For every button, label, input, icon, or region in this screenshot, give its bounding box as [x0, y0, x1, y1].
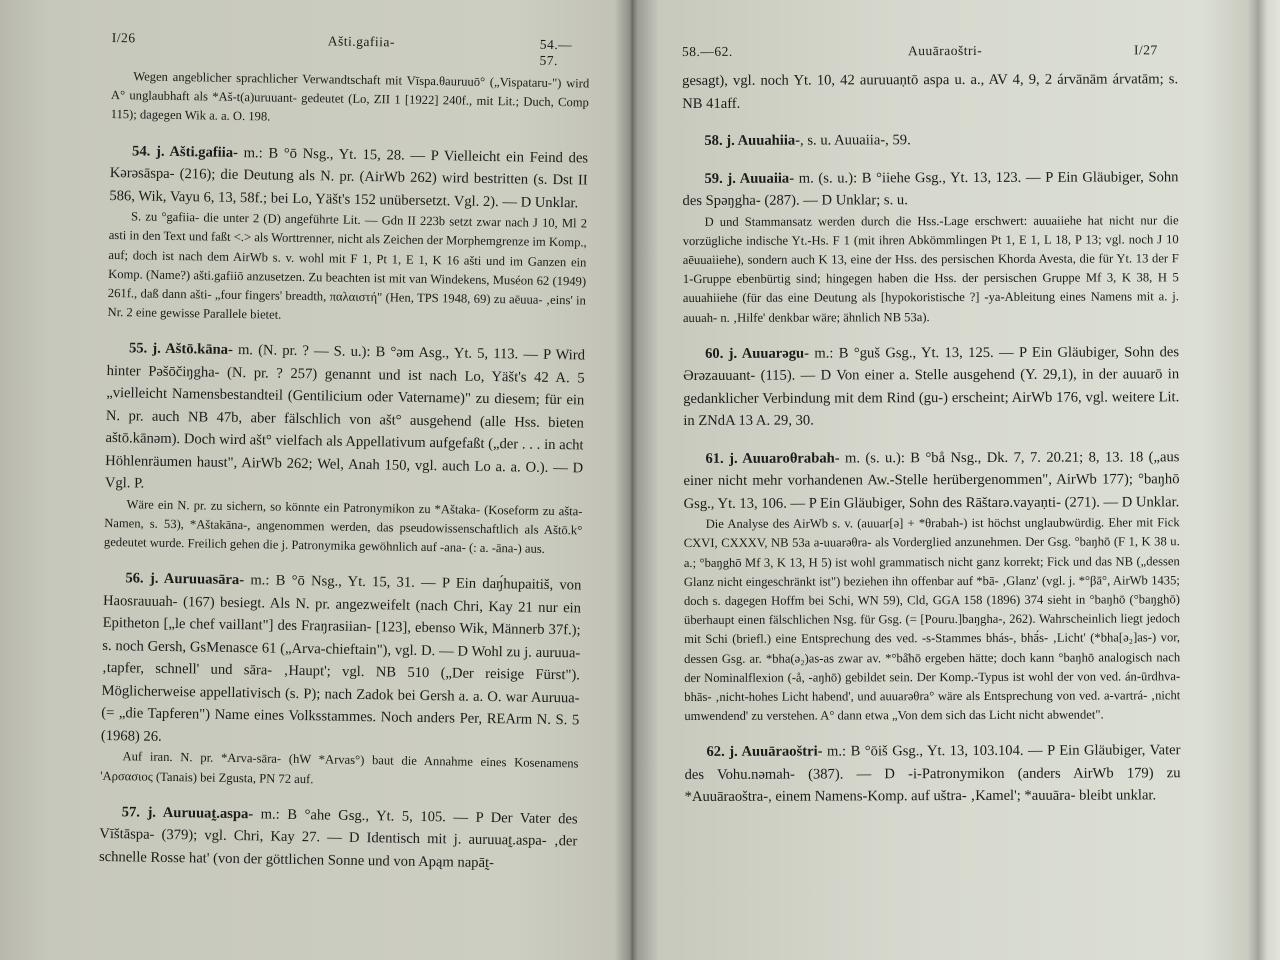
- entry-body: m.: B °ahe Gsg., Yt. 5, 105. — P Der Vater des Vīštāspa- (379); vgl. Chri, Kay 27. — D Identisch mit j. auruuat̰.aspa- ‚der schnelle Rosse hat' (von der göttlichen Sonne und von Apąm napāt̰-: [98, 806, 578, 871]
- entry-55: [105, 337, 585, 502]
- entry-heading: 54. j. Ašti.gafiia-: [131, 142, 239, 161]
- right-running-head: [682, 42, 1178, 70]
- entry-heading: 55. j. Aštō.kāna-: [128, 340, 234, 359]
- entry-54: [109, 140, 588, 215]
- right-head-title: Auuāraoštri-: [907, 42, 983, 59]
- note-block: S. zu °gafiia- die unter 2 (D) angeführte Lit. — Gdn II 223b setzt zwar nach J 10, Ml 2 asti in den Text und faßt <.> als Worttrenner, nicht als Zeichen der Morphemgrenze im Komp., auf; doch ist nach dem AirWb s. v. wohl mit F 1, Pt 1, E 1, K 16 ašti und im Ganzen ein Komp. (Name?) ašti.gafiiō anzusetzen. Zu beachten ist mit van Windekens, Muséon 62 (1949) 261f., daß dann ašti- „four fingers' breadth, παλαιστή" (Hen, TPS 1948, 69) zu aēuua- ‚eins' in Nr. 2 eine gewisse Parallele bietet.: [107, 209, 588, 322]
- entry-57: [99, 801, 578, 876]
- note-block: Wäre ein N. pr. zu sichern, so könnte ein Patronymikon zu *Aštaka- (Koseform zu ašta-Namen, s. 53), *Aštakāna-, angenommen werden, das pseudowissenschaftlich als Aštō.k° gedeutet wurde. Freilich gehen die j. Patronymika gewöhnlich auf -ana- (: a. -āna-) aus.: [103, 497, 583, 557]
- note-block: Die Analyse des AirWb s. v. (auuar[ə] + *θrabah-) ist höchst unglaubwürdig. Eher mit Fick CXVI, CXXXV, NB 53a a-uuarəθra- als Vorderglied anzunehmen. Der Gsg. °baŋhō (F 1, K 38 u. a.; °baŋghō Mf 3, K 13, H 5) ist wohl grammatisch nicht ganz korrekt; Fick und das NB („dessen Glanz nicht eingeschränkt ist") beziehen ihn offenbar auf *bā- ‚Glanz' (vgl. j. *°βā°, AirWb 1435; doch s. dagegen Hoffm bei Schi, WN 59), Cld, GGA 158 (1896) 374 sieht in °baŋhō (°baŋghō) überhaupt einen fälschlichen Nsg. für Gsg. (= [Pouru.]baŋgha-, 262). Wahrscheinlich liegt jedoch mit Schi (briefl.) eine Entsprechung des ved. -s-Stammes bhás-, bhā́s- ‚Licht' (*bha[ə₂]as-) vor, dessen Gsg. ar. *bha(ə₂)as-as zwar av. *°bå̄hō ergeben hätte; doch kann °baŋhō analogisch nach der Nominalflexion (-å, -aŋhō) gebildet sein. Der Komp.-Typus ist wohl der von ved. án-ūrdhva-bhās- ‚nicht-hohes Licht habend', und auuarəθra° wäre als Entsprechung von ved. a-vartrá- ‚nicht umwendend' zu verstehen. A° dann etwa „Von dem sich das Licht nicht abwendet".: [683, 515, 1181, 724]
- note-block: Wegen angeblicher sprachlicher Verwandtschaft mit Vīspa.θauruuō° („Vispataru-") wird A° unglaubhaft als *Aš-t(a)uruuant- gedeutet (Lo, ZII 1 [1922] 240f., mit Lit.; Duch, Comp 115); dagegen Wik a. a. O. 198.: [110, 69, 590, 124]
- entry-body: m.: B °guš Gsg., Yt. 13, 125. — P Ein Gläubiger, Sohn des Ərəzauuant- (115). — D Von einer a. Stelle ausgehend (Y. 29,1), in der auuarō in gedanklicher Verbindung mit dem Rind (gu-) erscheint; AirWb 176, vgl. weitere Lit. in ZNdA 13 A. 29, 30.: [683, 343, 1180, 430]
- entry-heading: 56. j. Auruuasāra-: [125, 570, 245, 589]
- entry-body: m.: B °ōiš Gsg., Yt. 13, 103.104. — P Ein Gläubiger, Vater des Vohu.nəmah- (387). — D -i-Patronymikon (anders AirWb 179) zu *Auuāraoštra-, einem Namens-Komp. auf uštra- ‚Kamel'; *auuāra- bleibt unklar.: [684, 742, 1181, 806]
- entry-heading: 58. j. Auuahiia-: [704, 132, 801, 149]
- entry-56: [101, 567, 582, 754]
- continuation-text: gesagt), vgl. noch Yt. 10, 42 auruuaṇtō aspa u. a., AV 4, 9, 2 árvānām árvatām; s. NB 41aff.: [682, 71, 1179, 112]
- entry-heading: 60. j. Auuarəgu-: [705, 345, 810, 362]
- right-page-number: I/27: [1133, 42, 1158, 58]
- right-page-text: [682, 42, 1181, 809]
- right-head-range: 58.—62.: [682, 43, 733, 59]
- left-head-range: 54.—57.: [539, 36, 573, 69]
- left-page: [0, 0, 620, 960]
- entry-body: , s. u. Auuaiia-, 59.: [800, 132, 911, 149]
- entry-heading: 59. j. Auuaiia-: [704, 170, 795, 187]
- entry-body: m. (N. pr. ? — S. u.): B °əm Asg., Yt. 5, 113. — P Wird hinter Pəšōčiŋgha- (N. pr. ? 257) genannt und ist nach Lo, Yäšt's 42 A. 5 „vielleicht Namensbestandteil (Gentilicium oder Vatername)" zu diesem; für ein N. pr. auch NB 47b, aber fälschlich von ašt° ausgehend (alle Hss. bieten aštō.kānəm). Doch wird ašt° vielfach als Appellativum aufgefaßt („der . . . in acht Höhlenräumen haust", AirWb 262; Wel, Anah 150, vgl. auch Lo a. a. O.). — D Vgl. P.: [104, 342, 586, 492]
- entry-heading: 62. j. Auuāraoštri-: [706, 743, 823, 761]
- entry-body: m.: B °ō Nsg., Yt. 15, 28. — P Vielleicht ein Feind des Kərəsāspa- (216); die Deutung als N. pr. (AirWb 262) wird bestritten (s. Dst II 586, Wik, Vayu 6, 13, 58f.; bei Lo, Yäšt's 152 unübersetzt. Vgl. 2). — D Unklar.: [109, 144, 589, 211]
- entry-61: [683, 446, 1179, 515]
- entry-58: [682, 128, 1178, 152]
- left-page-number: I/26: [111, 30, 136, 46]
- note-block: D und Stammansatz werden durch die Hss.-Lage erschwert: auuaiiehe hat nicht nur die vorzügliche indische Yt.-Hs. F 1 (mit ihren Abkömmlingen Pt 1, E 1, L 18, P 13; vgl. noch J 10 aēuuaiiehe), sondern auch K 13, eine der Hss. des persischen Khorda Avesta, die für Yt. 13 der F 1-Gruppe ebenbürtig sind; hingegen haben die Hss. der persischen Gruppe Mf 3, K 38, H 5 auuahiiehe (für das eine Deutung als [hypokoristische ?] -ya-Ableitung eines Namens mit a. j. auuah- n. ‚Hilfe' denkbar wäre; ähnlich NB 53a).: [682, 212, 1179, 325]
- left-page-text: [99, 30, 590, 876]
- entry-heading: 57. j. Auruuat̰.aspa-: [121, 804, 254, 823]
- note-block: Auf iran. N. pr. *Arva-sāra- (hW *Arvas°) baut die Annahme eines Kosenamens 'Αρσασιος (Tanais) bei Zgusta, PN 72 auf.: [100, 749, 579, 786]
- entry-body: m.: B °ō Nsg., Yt. 15, 31. — P Ein daŋ́hupaitiš, von Haosrauuah- (167) besiegt. Als N. pr. angezweifelt (nach Chri, Kay 21 nur ein Epitheton [„le chef vaillant"] des Fraŋrasiian- [123], ebenso Wik, Männerb 37f.); s. noch Gersh, GsMenasce 61 („Arva-chieftain"), vgl. D. — D Wohl zu j. auruua- ‚tapfer, schnell' und sāra- ‚Haupt'; vgl. NB 510 („Der reisige Fürst"). Möglicherweise appellativisch (s. P); nach Zadok bei Gersh a. a. O. war Auruua- (= „die Tapferen") Name eines Volksstammes. Noch anders Per, REArm N. S. 5 (1968) 26.: [100, 572, 582, 745]
- entry-heading: 61. j. Auuaroθrabah-: [705, 450, 840, 467]
- entry-body: m. (s. u.): B °bå Nsg., Dk. 7, 7. 20.21; 8, 13. 18 („aus einer nicht mehr vorhandenen Aw.-Stelle herübergenommen", AirWb 177); °baŋhō Gsg., Yt. 13, 106. — P Ein Gläubiger, Sohn des Rāštarə.vayaṇti- (271). — D Unklar.: [683, 448, 1180, 512]
- right-page: [628, 0, 1238, 960]
- entry-59: [682, 166, 1178, 213]
- left-head-title: Ašti.gafiia-: [327, 33, 396, 50]
- entry-60: [683, 341, 1179, 433]
- entry-body: m. (s. u.): B °iiehe Gsg., Yt. 13, 123. — P Ein Gläubiger, Sohn des Spəŋgha- (287). — D Unklar; s. u.: [682, 168, 1179, 209]
- entry-62: [684, 740, 1180, 809]
